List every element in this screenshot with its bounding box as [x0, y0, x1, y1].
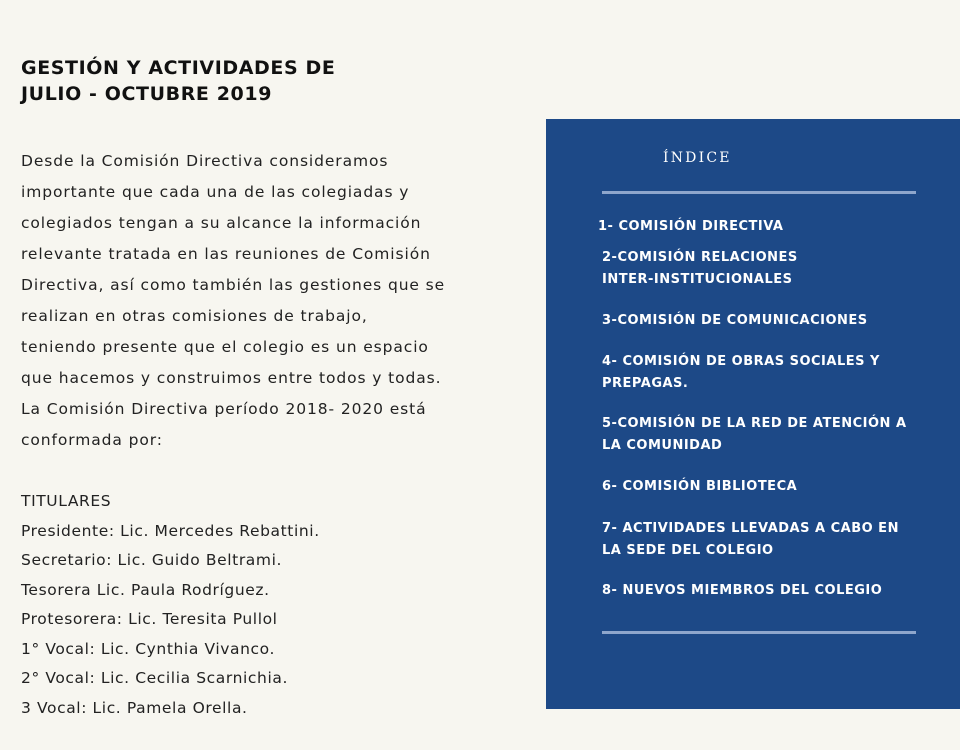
index-item-line: 2-COMISIÓN RELACIONES	[602, 250, 798, 265]
index-item-obras-sociales[interactable]	[602, 351, 922, 395]
page-title-line-1: GESTIÓN Y ACTIVIDADES DE	[21, 57, 336, 79]
index-item-line: 7- ACTIVIDADES LLEVADAS A CABO EN	[602, 521, 899, 536]
index-item-line: 8- NUEVOS MIEMBROS DEL COLEGIO	[602, 583, 883, 598]
index-item-relaciones[interactable]	[602, 247, 922, 291]
member-item: 2° Vocal: Lic. Cecilia Scarnichia.	[21, 669, 289, 687]
index-item-comision-directiva[interactable]	[598, 216, 918, 238]
index-item-line: INTER-INSTITUCIONALES	[602, 272, 793, 287]
intro-line: teniendo presente que el colegio es un espacio	[21, 338, 429, 356]
intro-line: conformada por:	[21, 431, 163, 449]
index-item-nuevos-miembros[interactable]	[602, 580, 922, 602]
page-title	[21, 55, 335, 107]
member-item: Tesorera Lic. Paula Rodríguez.	[21, 580, 270, 599]
intro-line: realizan en otras comisiones de trabajo,	[21, 307, 368, 325]
index-item-biblioteca[interactable]	[602, 476, 922, 498]
index-divider-bottom	[602, 631, 916, 634]
member-item: Presidente: Lic. Mercedes Rebattini.	[21, 521, 320, 540]
intro-line: que hacemos y construimos entre todos y todas.	[21, 369, 442, 387]
members-heading: TITULARES	[21, 492, 112, 510]
index-item-line: 6- COMISIÓN BIBLIOTECA	[602, 479, 798, 494]
index-item-line: LA COMUNIDAD	[602, 438, 723, 453]
index-divider-top	[602, 191, 916, 194]
intro-line: La Comisión Directiva período 2018- 2020 está	[21, 400, 427, 418]
member-item: Protesorera: Lic. Teresita Pullol	[21, 610, 278, 628]
intro-paragraph	[21, 146, 461, 456]
index-item-line: 3-COMISIÓN DE COMUNICACIONES	[602, 313, 868, 328]
index-panel	[546, 119, 960, 709]
index-item-actividades[interactable]	[602, 518, 922, 562]
intro-line: Desde la Comisión Directiva consideramos	[21, 152, 389, 170]
member-item: Secretario: Lic. Guido Beltrami.	[21, 551, 283, 569]
intro-line: relevante tratada en las reuniones de Comisión	[21, 245, 431, 263]
page-title-line-2: JULIO - OCTUBRE 2019	[21, 83, 273, 105]
index-item-comunicaciones[interactable]	[602, 310, 922, 332]
index-item-line: 5-COMISIÓN DE LA RED DE ATENCIÓN A	[602, 416, 907, 431]
intro-line: colegiados tengan a su alcance la información	[21, 214, 422, 232]
index-item-line: 1- COMISIÓN DIRECTIVA	[598, 219, 784, 234]
member-item: 1° Vocal: Lic. Cynthia Vivanco.	[21, 639, 275, 658]
index-title: ÍNDICE	[663, 150, 732, 166]
intro-line: importante que cada una de las colegiadas y	[21, 183, 410, 201]
intro-line: Directiva, así como también las gestiones que se	[21, 276, 446, 294]
members-list	[21, 487, 461, 723]
index-item-red-atencion[interactable]	[602, 413, 922, 457]
index-item-line: LA SEDE DEL COLEGIO	[602, 543, 774, 558]
index-item-line: PREPAGAS.	[602, 376, 689, 391]
index-item-line: 4- COMISIÓN DE OBRAS SOCIALES Y	[602, 354, 880, 369]
member-item: 3 Vocal: Lic. Pamela Orella.	[21, 698, 248, 717]
